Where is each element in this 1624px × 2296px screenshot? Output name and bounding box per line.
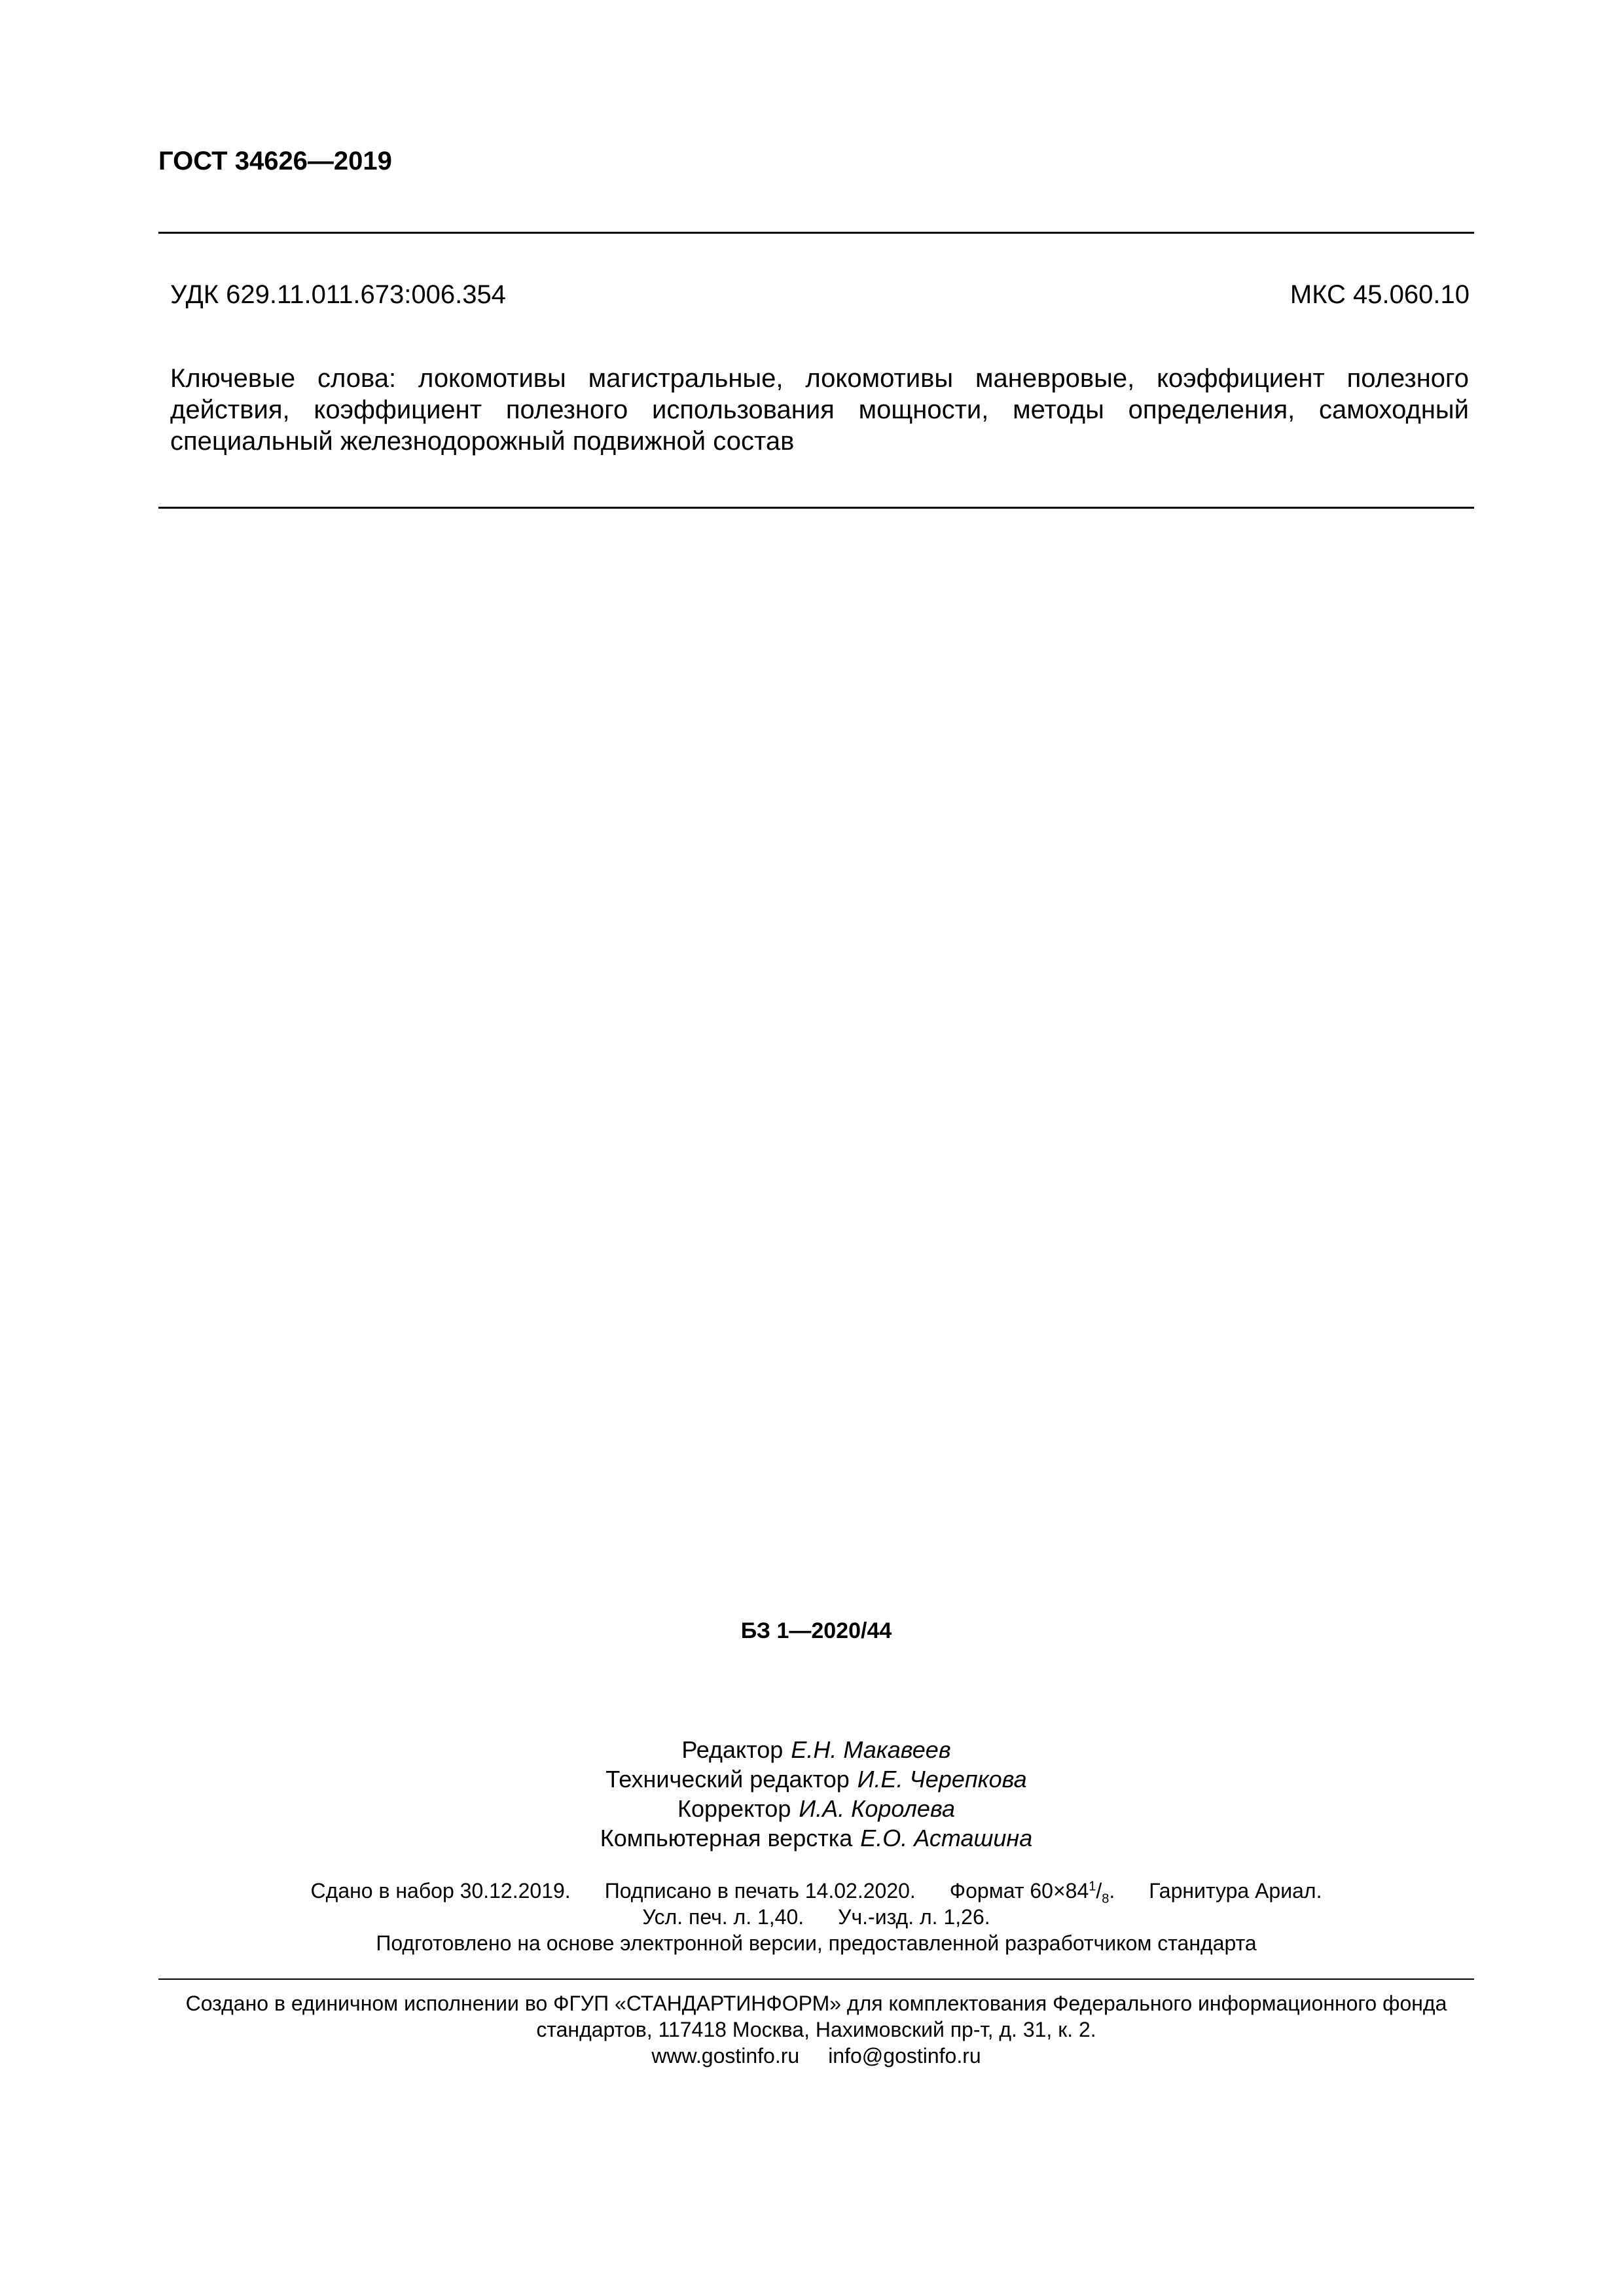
imprint-block: [158, 1878, 1474, 1956]
imprint-print-sheets: Усл. печ. л. 1,40.: [642, 1905, 804, 1929]
imprint-signed: Подписано в печать 14.02.2020.: [604, 1879, 916, 1903]
document-code: ГОСТ 34626—2019: [158, 147, 392, 175]
keywords-paragraph: Ключевые слова: локомотивы магистральные, локомотивы маневровые, коэффициент полезного действия, коэффициент полезного использования мощности, методы определения, самоходный специальный железнодорожный подвижной состав: [170, 364, 1469, 456]
publisher-website-link[interactable]: www.gostinfo.ru: [651, 2044, 800, 2068]
publisher-block: [158, 1990, 1474, 2069]
imprint-prepared: Подготовлено на основе электронной версии, предоставленной разработчиком стандарта: [376, 1931, 1257, 1955]
publisher-email-link[interactable]: info@gostinfo.ru: [828, 2044, 981, 2068]
credit-name: И.А. Королева: [799, 1795, 955, 1822]
udk-code: УДК 629.11.011.673:006.354: [170, 280, 506, 309]
keywords-divider: [158, 507, 1474, 509]
bz-number: БЗ 1—2020/44: [740, 1618, 892, 1643]
credit-role: Технический редактор: [605, 1766, 850, 1793]
format-suffix: .: [1109, 1879, 1115, 1903]
format-prefix: Формат 60×84: [949, 1879, 1089, 1903]
imprint-submitted: Сдано в набор 30.12.2019.: [310, 1879, 571, 1903]
publisher-line-2: стандартов, 117418 Москва, Нахимовский пр-т, д. 31, к. 2.: [536, 2018, 1096, 2041]
format-sup: 1: [1089, 1879, 1096, 1894]
imprint-typeface: Гарнитура Ариал.: [1149, 1879, 1322, 1903]
publisher-divider: [158, 1978, 1474, 1980]
credit-corrector: [158, 1794, 1474, 1823]
format-slash: /: [1096, 1879, 1102, 1903]
credit-layout: [158, 1823, 1474, 1853]
top-divider: [158, 232, 1474, 234]
imprint-line-1: [158, 1878, 1474, 1904]
format-sub: 8: [1102, 1891, 1110, 1906]
credits-block: [158, 1735, 1474, 1853]
imprint-line-2: [158, 1904, 1474, 1930]
mks-code: МКС 45.060.10: [1290, 280, 1470, 309]
credit-tech-editor: [158, 1764, 1474, 1794]
credit-name: Е.О. Асташина: [860, 1825, 1033, 1851]
imprint-format: [949, 1879, 1115, 1906]
credit-role: Корректор: [677, 1795, 791, 1822]
imprint-edit-sheets: Уч.-изд. л. 1,26.: [838, 1905, 990, 1929]
publisher-line-1: Создано в единичном исполнении во ФГУП «СТАНДАРТИНФОРМ» для комплектования Федерального информационного фонда: [185, 1992, 1447, 2015]
credit-name: И.Е. Черепкова: [857, 1766, 1027, 1793]
credit-name: Е.Н. Макавеев: [791, 1736, 951, 1763]
credit-role: Редактор: [681, 1736, 784, 1763]
credit-role: Компьютерная верстка: [600, 1825, 853, 1851]
publisher-contacts: [158, 2043, 1474, 2069]
credit-editor: [158, 1735, 1474, 1764]
